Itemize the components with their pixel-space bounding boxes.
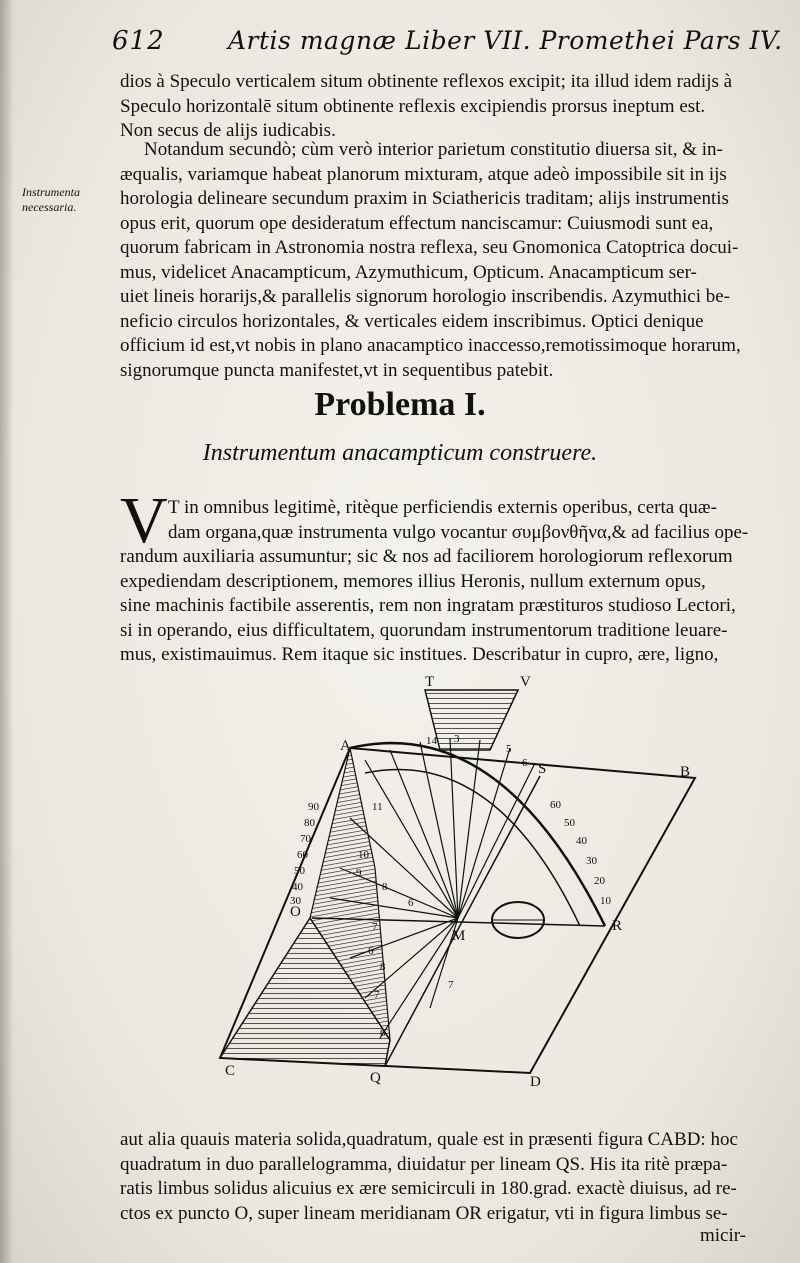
degree-number: 10 <box>600 895 611 907</box>
page-header <box>0 18 800 58</box>
degree-number: 60 <box>550 799 561 811</box>
hour-number: 6 <box>380 1027 386 1039</box>
text-line: quorum fabricam in Astronomia nostra reflexa, seu Gnomonica Catoptrica docui- <box>120 237 739 258</box>
text-line: si in operando, eius difficultatem, quorundam instrumentorum traditione leuare- <box>120 619 728 641</box>
anacamptic-instrument-figure <box>200 668 720 1098</box>
text-line: sine machinis factibile asserentis, rem non ingratam præstituros studioso Lectori, <box>120 595 736 616</box>
text-line: mus, existimauimus. Rem itaque sic institues. Describatur in cupro, ære, ligno, <box>120 644 719 665</box>
hour-number: 7 <box>374 989 380 1001</box>
catchword: micir- <box>700 1225 747 1246</box>
paragraph-3 <box>120 496 768 668</box>
degree-number: 90 <box>308 801 319 813</box>
degree-number: 50 <box>294 865 305 877</box>
text-line: randum auxiliaria assumuntur; sic & nos ad faciliorem horologiorum reflexorum <box>120 546 733 567</box>
text-line: opus erit, quorum ope desideratum effectum nanciscamur: Cuiusmodi sunt ea, <box>120 212 714 234</box>
text-line: officium id est,vt nobis in plano anacamptico inaccesso,remotissimoque horarum, <box>120 335 741 356</box>
degree-number: 30 <box>290 895 301 907</box>
degree-number: 40 <box>292 881 303 893</box>
degree-number: 40 <box>576 835 587 847</box>
problem-subtitle: Instrumentum anacampticum construere. <box>202 440 598 466</box>
hour-number: 8 <box>382 881 388 893</box>
label-s: S <box>538 761 547 777</box>
text-line: dios à Speculo verticalem situm obtinente reflexos excipit; ita illud idem radijs à <box>120 71 733 92</box>
text-line: signorumque puncta manifestet,vt in sequentibus patebit. <box>120 359 554 381</box>
label-t: T <box>425 674 435 690</box>
gnomon-tv <box>425 690 518 750</box>
paragraph-4 <box>120 1128 768 1226</box>
margin-note-line: necessaria. <box>22 200 77 214</box>
hour-number: 6 <box>522 757 528 769</box>
text-line: T in omnibus legitimè, ritèque perficiendis externis operibus, certa quæ- <box>168 497 717 518</box>
label-q: Q <box>370 1070 381 1086</box>
degree-number: 70 <box>300 833 311 845</box>
text-line: æqualis, variamque habeat planorum mixturam, atque adeò impossibile sit in ijs <box>120 163 727 185</box>
hour-number: 6 <box>368 945 374 957</box>
hour-number: 5 <box>506 743 512 755</box>
degree-number: 30 <box>586 855 597 867</box>
hour-number: 6 <box>408 897 414 909</box>
binding-shadow <box>0 0 14 1263</box>
label-a: A <box>340 738 351 754</box>
label-o: O <box>290 904 301 920</box>
margin-note-line: Instrumenta <box>22 185 80 199</box>
text-line: expediendam descriptionem, memores illius Heronis, nullum externum opus, <box>120 570 706 592</box>
text-line: mus, videlicet Anacampticum, Azymuthicum, Opticum. Anacampticum ser- <box>120 261 697 283</box>
text-line: Speculo horizontalē situm obtinente reflexis excipiendis prorsus ineptum est. <box>120 95 706 117</box>
problem-title: Problema I. <box>314 386 486 423</box>
text-line: horologia delineare secundum praxim in Sciathericis traditam; alijs instrumentis <box>120 188 729 209</box>
text-line: neficio circulos horizontales, & verticales eidem inscribimus. Optici denique <box>120 310 704 332</box>
label-b: B <box>680 764 691 780</box>
text-line: Notandum secundò; cùm verò interior parietum constitutio diuersa sit, & in- <box>144 139 723 160</box>
hour-number: 7 <box>372 921 378 933</box>
label-r: R <box>612 918 623 934</box>
paragraph-2 <box>120 138 768 383</box>
text-line: aut alia quauis materia solida,quadratum, quale est in præsenti figura CABD: hoc <box>120 1129 738 1150</box>
margin-note <box>22 185 114 215</box>
text-line: ctos ex puncto O, super lineam meridianam OR erigatur, vti in figura limbus se- <box>120 1202 728 1224</box>
text-line: quadratum in duo parallelogramma, diuidatur per lineam QS. His ita ritè præpa- <box>120 1153 728 1175</box>
page-number: 612 <box>112 26 165 56</box>
degree-number: 80 <box>304 817 315 829</box>
label-c: C <box>225 1063 236 1079</box>
degree-number: 20 <box>594 875 605 887</box>
label-v: V <box>520 674 531 690</box>
label-d: D <box>530 1074 541 1090</box>
hour-number: 7 <box>448 979 454 991</box>
paragraph-1 <box>120 70 768 144</box>
text-line: ratis limbus solidus alicuius ex ære semicirculi in 180.grad. exactè diuisus, ad re- <box>120 1178 737 1199</box>
text-line: Non secus de alijs iudicabis. <box>120 120 336 141</box>
hour-number: 10 <box>358 849 369 861</box>
text-line: uiet lineis horarijs,& parallelis signorum horologio inscribendis. Azymuthici be- <box>120 286 731 307</box>
degree-number: 60 <box>297 849 308 861</box>
hour-number: 9 <box>356 867 362 879</box>
text-line: dam organa,quæ instrumenta vulgo vocantur συμβονθῆνα,& ad facilius ope- <box>168 521 749 543</box>
instrument-diagram <box>200 668 720 1098</box>
hour-number: 3 <box>454 733 460 745</box>
hour-number: 11 <box>372 801 383 813</box>
drop-cap: V <box>120 484 168 557</box>
degree-number: 50 <box>564 817 575 829</box>
label-m: M <box>452 928 466 944</box>
hour-number: 8 <box>380 961 386 973</box>
running-head: Artis magnæ Liber VII. Promethei Pars IV. <box>228 26 783 55</box>
hour-number: 14 <box>426 735 437 747</box>
